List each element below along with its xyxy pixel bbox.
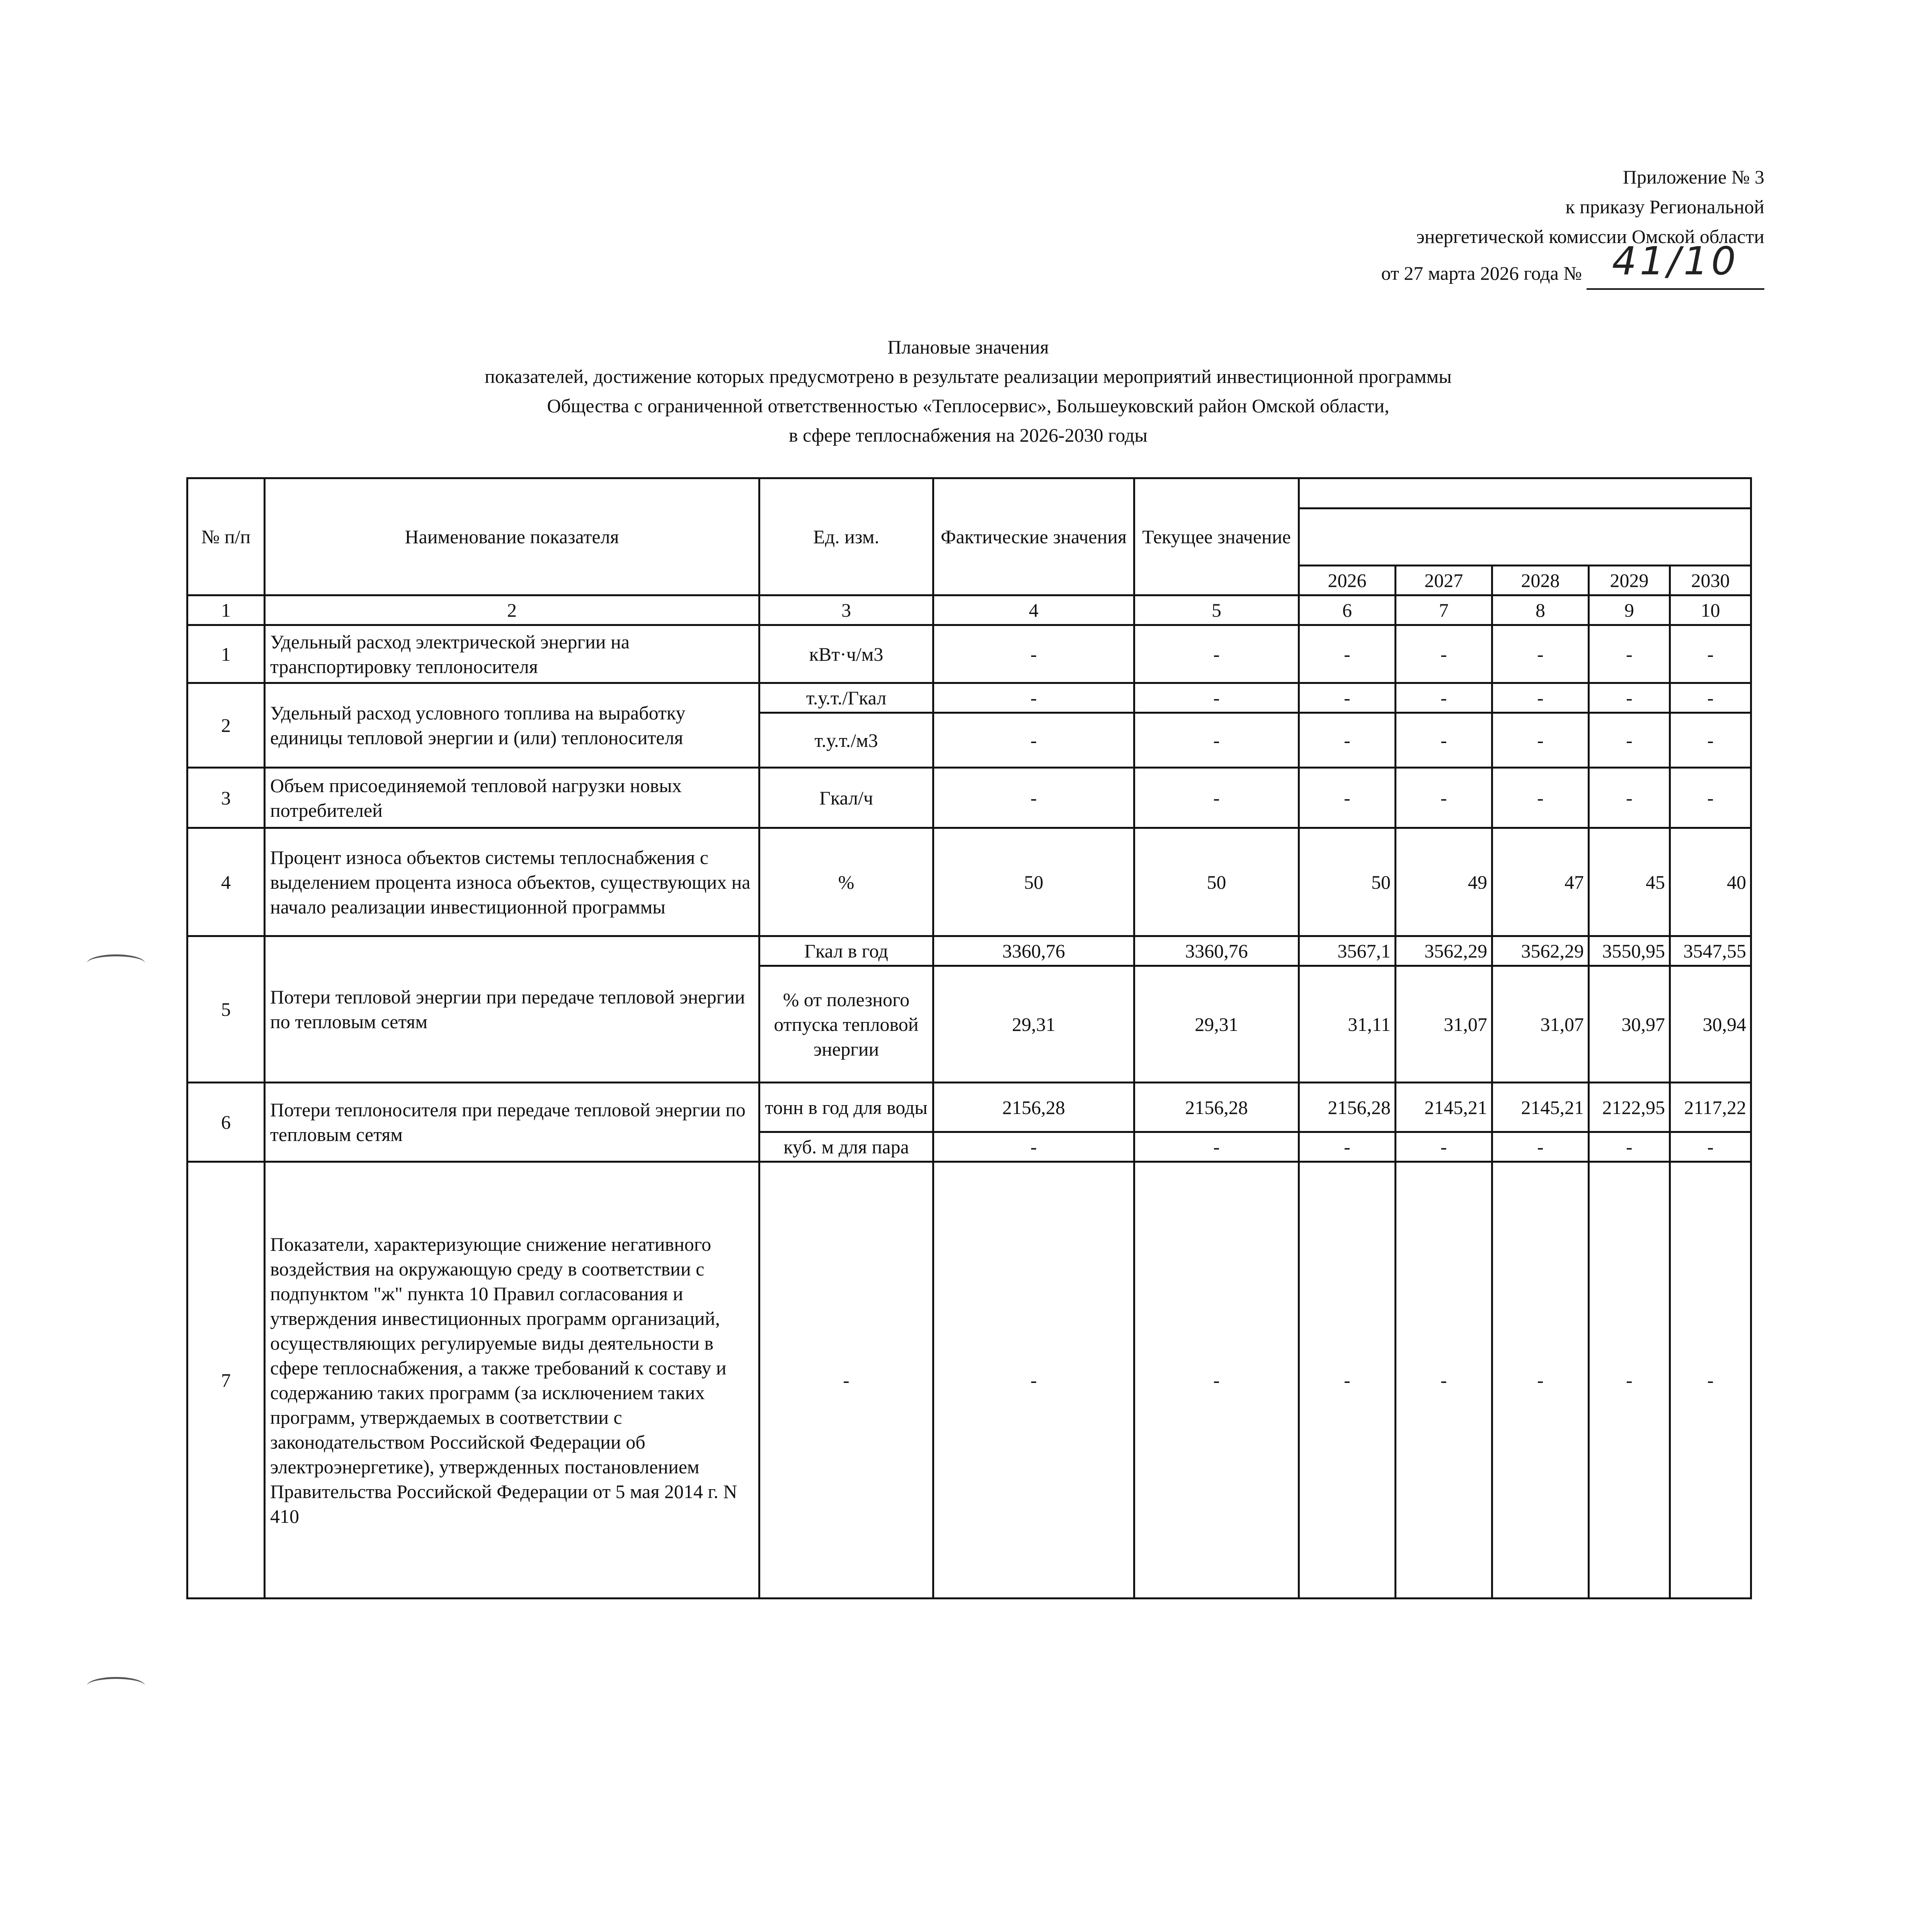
year-value-2029: - xyxy=(1589,625,1670,683)
annex-line-1: Приложение № 3 xyxy=(1622,166,1764,188)
actual-value: 2156,28 xyxy=(933,1083,1134,1132)
year-value-2027: - xyxy=(1396,1162,1492,1599)
title-line-4: в сфере теплоснабжения на 2026-2030 годы xyxy=(788,424,1148,446)
actual-value: 3360,76 xyxy=(933,936,1134,966)
year-value-2027: 49 xyxy=(1396,828,1492,936)
actual-value: - xyxy=(933,768,1134,828)
header-year-2028: 2028 xyxy=(1492,566,1589,595)
scan-mark xyxy=(87,954,145,972)
table-row xyxy=(187,936,1751,966)
year-value-2029: - xyxy=(1589,1162,1670,1599)
column-number: 1 xyxy=(187,595,265,625)
header-year-2029: 2029 xyxy=(1589,566,1670,595)
annex-line-3: энергетической комиссии Омской области xyxy=(1416,226,1764,247)
year-value-2028: - xyxy=(1492,683,1589,713)
year-value-2028: - xyxy=(1492,625,1589,683)
column-number: 2 xyxy=(265,595,759,625)
indicator-name: Потери тепловой энергии при передаче тепловой энергии по тепловым сетям xyxy=(265,936,759,1083)
year-value-2028: - xyxy=(1492,768,1589,828)
order-number-field xyxy=(1587,238,1764,290)
year-value-2030: - xyxy=(1670,1162,1751,1599)
unit-cell: % xyxy=(759,828,933,936)
current-value: - xyxy=(1134,768,1299,828)
year-value-2027: - xyxy=(1396,768,1492,828)
unit-cell: тонн в год для воды xyxy=(759,1083,933,1132)
header-year-2027: 2027 xyxy=(1396,566,1492,595)
year-value-2026: 50 xyxy=(1299,828,1396,936)
year-value-2027: - xyxy=(1396,625,1492,683)
indicator-name: Объем присоединяемой тепловой нагрузки новых потребителей xyxy=(265,768,759,828)
year-value-2028: 47 xyxy=(1492,828,1589,936)
row-number: 2 xyxy=(187,683,265,768)
year-value-2026: 3567,1 xyxy=(1299,936,1396,966)
unit-cell: кВт·ч/м3 xyxy=(759,625,933,683)
table-row xyxy=(187,1162,1751,1599)
table-body xyxy=(187,625,1751,1599)
unit-cell: Гкал в год xyxy=(759,936,933,966)
year-value-2026: - xyxy=(1299,625,1396,683)
year-value-2030: - xyxy=(1670,713,1751,768)
year-value-2030: 2117,22 xyxy=(1670,1083,1751,1132)
column-number: 3 xyxy=(759,595,933,625)
unit-cell: Гкал/ч xyxy=(759,768,933,828)
annex-line-2: к приказу Региональной xyxy=(1565,196,1764,218)
table-row xyxy=(187,828,1751,936)
year-value-2027: 2145,21 xyxy=(1396,1083,1492,1132)
year-value-2030: - xyxy=(1670,683,1751,713)
year-value-2026: 31,11 xyxy=(1299,966,1396,1083)
header-current: Текущее значение xyxy=(1134,478,1299,595)
indicator-name: Удельный расход электрической энергии на транспортировку теплоносителя xyxy=(265,625,759,683)
year-value-2027: - xyxy=(1396,713,1492,768)
row-number: 7 xyxy=(187,1162,265,1599)
year-value-2027: - xyxy=(1396,1132,1492,1162)
year-value-2028: 3562,29 xyxy=(1492,936,1589,966)
actual-value: - xyxy=(933,1162,1134,1599)
row-number: 3 xyxy=(187,768,265,828)
year-value-2029: 45 xyxy=(1589,828,1670,936)
column-numbers-row xyxy=(187,595,1751,625)
table-row xyxy=(187,625,1751,683)
actual-value: - xyxy=(933,1132,1134,1162)
column-number: 5 xyxy=(1134,595,1299,625)
year-value-2028: 2145,21 xyxy=(1492,1083,1589,1132)
year-value-2026: - xyxy=(1299,1162,1396,1599)
annex-header xyxy=(1262,162,1764,290)
year-value-2029: - xyxy=(1589,683,1670,713)
header-year-2030: 2030 xyxy=(1670,566,1751,595)
year-value-2028: - xyxy=(1492,1162,1589,1599)
unit-cell: т.у.т./м3 xyxy=(759,713,933,768)
header-num: № п/п xyxy=(187,478,265,595)
year-value-2027: 31,07 xyxy=(1396,966,1492,1083)
year-value-2029: 30,97 xyxy=(1589,966,1670,1083)
year-value-2026: - xyxy=(1299,683,1396,713)
year-value-2026: 2156,28 xyxy=(1299,1083,1396,1132)
column-number: 7 xyxy=(1396,595,1492,625)
column-number: 10 xyxy=(1670,595,1751,625)
year-value-2028: 31,07 xyxy=(1492,966,1589,1083)
table-row xyxy=(187,683,1751,713)
document-title xyxy=(186,332,1751,450)
current-value: - xyxy=(1134,625,1299,683)
year-value-2028: - xyxy=(1492,1132,1589,1162)
column-number: 9 xyxy=(1589,595,1670,625)
year-value-2030: 40 xyxy=(1670,828,1751,936)
current-value: 29,31 xyxy=(1134,966,1299,1083)
column-number: 4 xyxy=(933,595,1134,625)
row-number: 4 xyxy=(187,828,265,936)
header-unit: Ед. изм. xyxy=(759,478,933,595)
annex-date: от 27 марта 2026 года № xyxy=(1381,262,1582,284)
year-value-2029: 3550,95 xyxy=(1589,936,1670,966)
indicator-name: Процент износа объектов системы теплоснабжения с выделением процента износа объектов, существующих на начало реализации инвестиционной программы xyxy=(265,828,759,936)
indicators-table xyxy=(186,477,1752,1599)
title-line-1: Плановые значения xyxy=(887,336,1049,358)
unit-cell: т.у.т./Гкал xyxy=(759,683,933,713)
header-year-2026: 2026 xyxy=(1299,566,1396,595)
order-number-handwritten: 41/10 xyxy=(1612,238,1739,284)
current-value: 2156,28 xyxy=(1134,1083,1299,1132)
table-row xyxy=(187,1083,1751,1132)
year-value-2027: - xyxy=(1396,683,1492,713)
current-value: - xyxy=(1134,1132,1299,1162)
actual-value: - xyxy=(933,683,1134,713)
indicator-name: Показатели, характеризующие снижение негативного воздействия на окружающую среду в соответствии с подпунктом "ж" пункта 10 Правил согласования и утверждения инвестиционных программ организаций, осуществляющих регулируемые виды деятельности в сфере теплоснабжения, а также требований к составу и содержанию таких программ (за исключением таких программ, утверждаемых в соответствии с законодательством Российской Федерации об электроэнергетике), утвержденных постановлением Правительства Российской Федерации от 5 мая 2014 г. N 410 xyxy=(265,1162,759,1599)
column-number: 6 xyxy=(1299,595,1396,625)
current-value: - xyxy=(1134,683,1299,713)
table-row xyxy=(187,768,1751,828)
current-value: - xyxy=(1134,713,1299,768)
table-header xyxy=(187,478,1751,625)
year-value-2030: 30,94 xyxy=(1670,966,1751,1083)
row-number: 5 xyxy=(187,936,265,1083)
year-value-2029: - xyxy=(1589,768,1670,828)
year-value-2029: - xyxy=(1589,713,1670,768)
header-actual: Фактические значения xyxy=(933,478,1134,595)
current-value: 3360,76 xyxy=(1134,936,1299,966)
actual-value: 29,31 xyxy=(933,966,1134,1083)
title-line-2: показателей, достижение которых предусмотрено в результате реализации мероприятий инвестиционной программы xyxy=(485,366,1452,387)
header-years-group xyxy=(1299,509,1751,566)
year-value-2026: - xyxy=(1299,768,1396,828)
unit-cell: куб. м для пара xyxy=(759,1132,933,1162)
current-value: 50 xyxy=(1134,828,1299,936)
title-line-3: Общества с ограниченной ответственностью «Теплосервис», Большеуковский район Омской области, xyxy=(547,395,1389,417)
year-value-2028: - xyxy=(1492,713,1589,768)
actual-value: - xyxy=(933,713,1134,768)
row-number: 6 xyxy=(187,1083,265,1162)
unit-cell: % от полезного отпуска тепловой энергии xyxy=(759,966,933,1083)
unit-cell: - xyxy=(759,1162,933,1599)
header-years-group-top xyxy=(1299,478,1751,509)
current-value: - xyxy=(1134,1162,1299,1599)
year-value-2030: - xyxy=(1670,1132,1751,1162)
indicator-name: Потери теплоносителя при передаче тепловой энергии по тепловым сетям xyxy=(265,1083,759,1162)
year-value-2027: 3562,29 xyxy=(1396,936,1492,966)
column-number: 8 xyxy=(1492,595,1589,625)
scan-mark xyxy=(87,1677,145,1694)
year-value-2030: - xyxy=(1670,625,1751,683)
year-value-2029: - xyxy=(1589,1132,1670,1162)
year-value-2030: 3547,55 xyxy=(1670,936,1751,966)
year-value-2030: - xyxy=(1670,768,1751,828)
actual-value: - xyxy=(933,625,1134,683)
year-value-2026: - xyxy=(1299,1132,1396,1162)
actual-value: 50 xyxy=(933,828,1134,936)
header-name: Наименование показателя xyxy=(265,478,759,595)
indicator-name: Удельный расход условного топлива на выработку единицы тепловой энергии и (или) теплоносителя xyxy=(265,683,759,768)
year-value-2026: - xyxy=(1299,713,1396,768)
year-value-2029: 2122,95 xyxy=(1589,1083,1670,1132)
annex-line-4 xyxy=(1262,238,1764,290)
row-number: 1 xyxy=(187,625,265,683)
